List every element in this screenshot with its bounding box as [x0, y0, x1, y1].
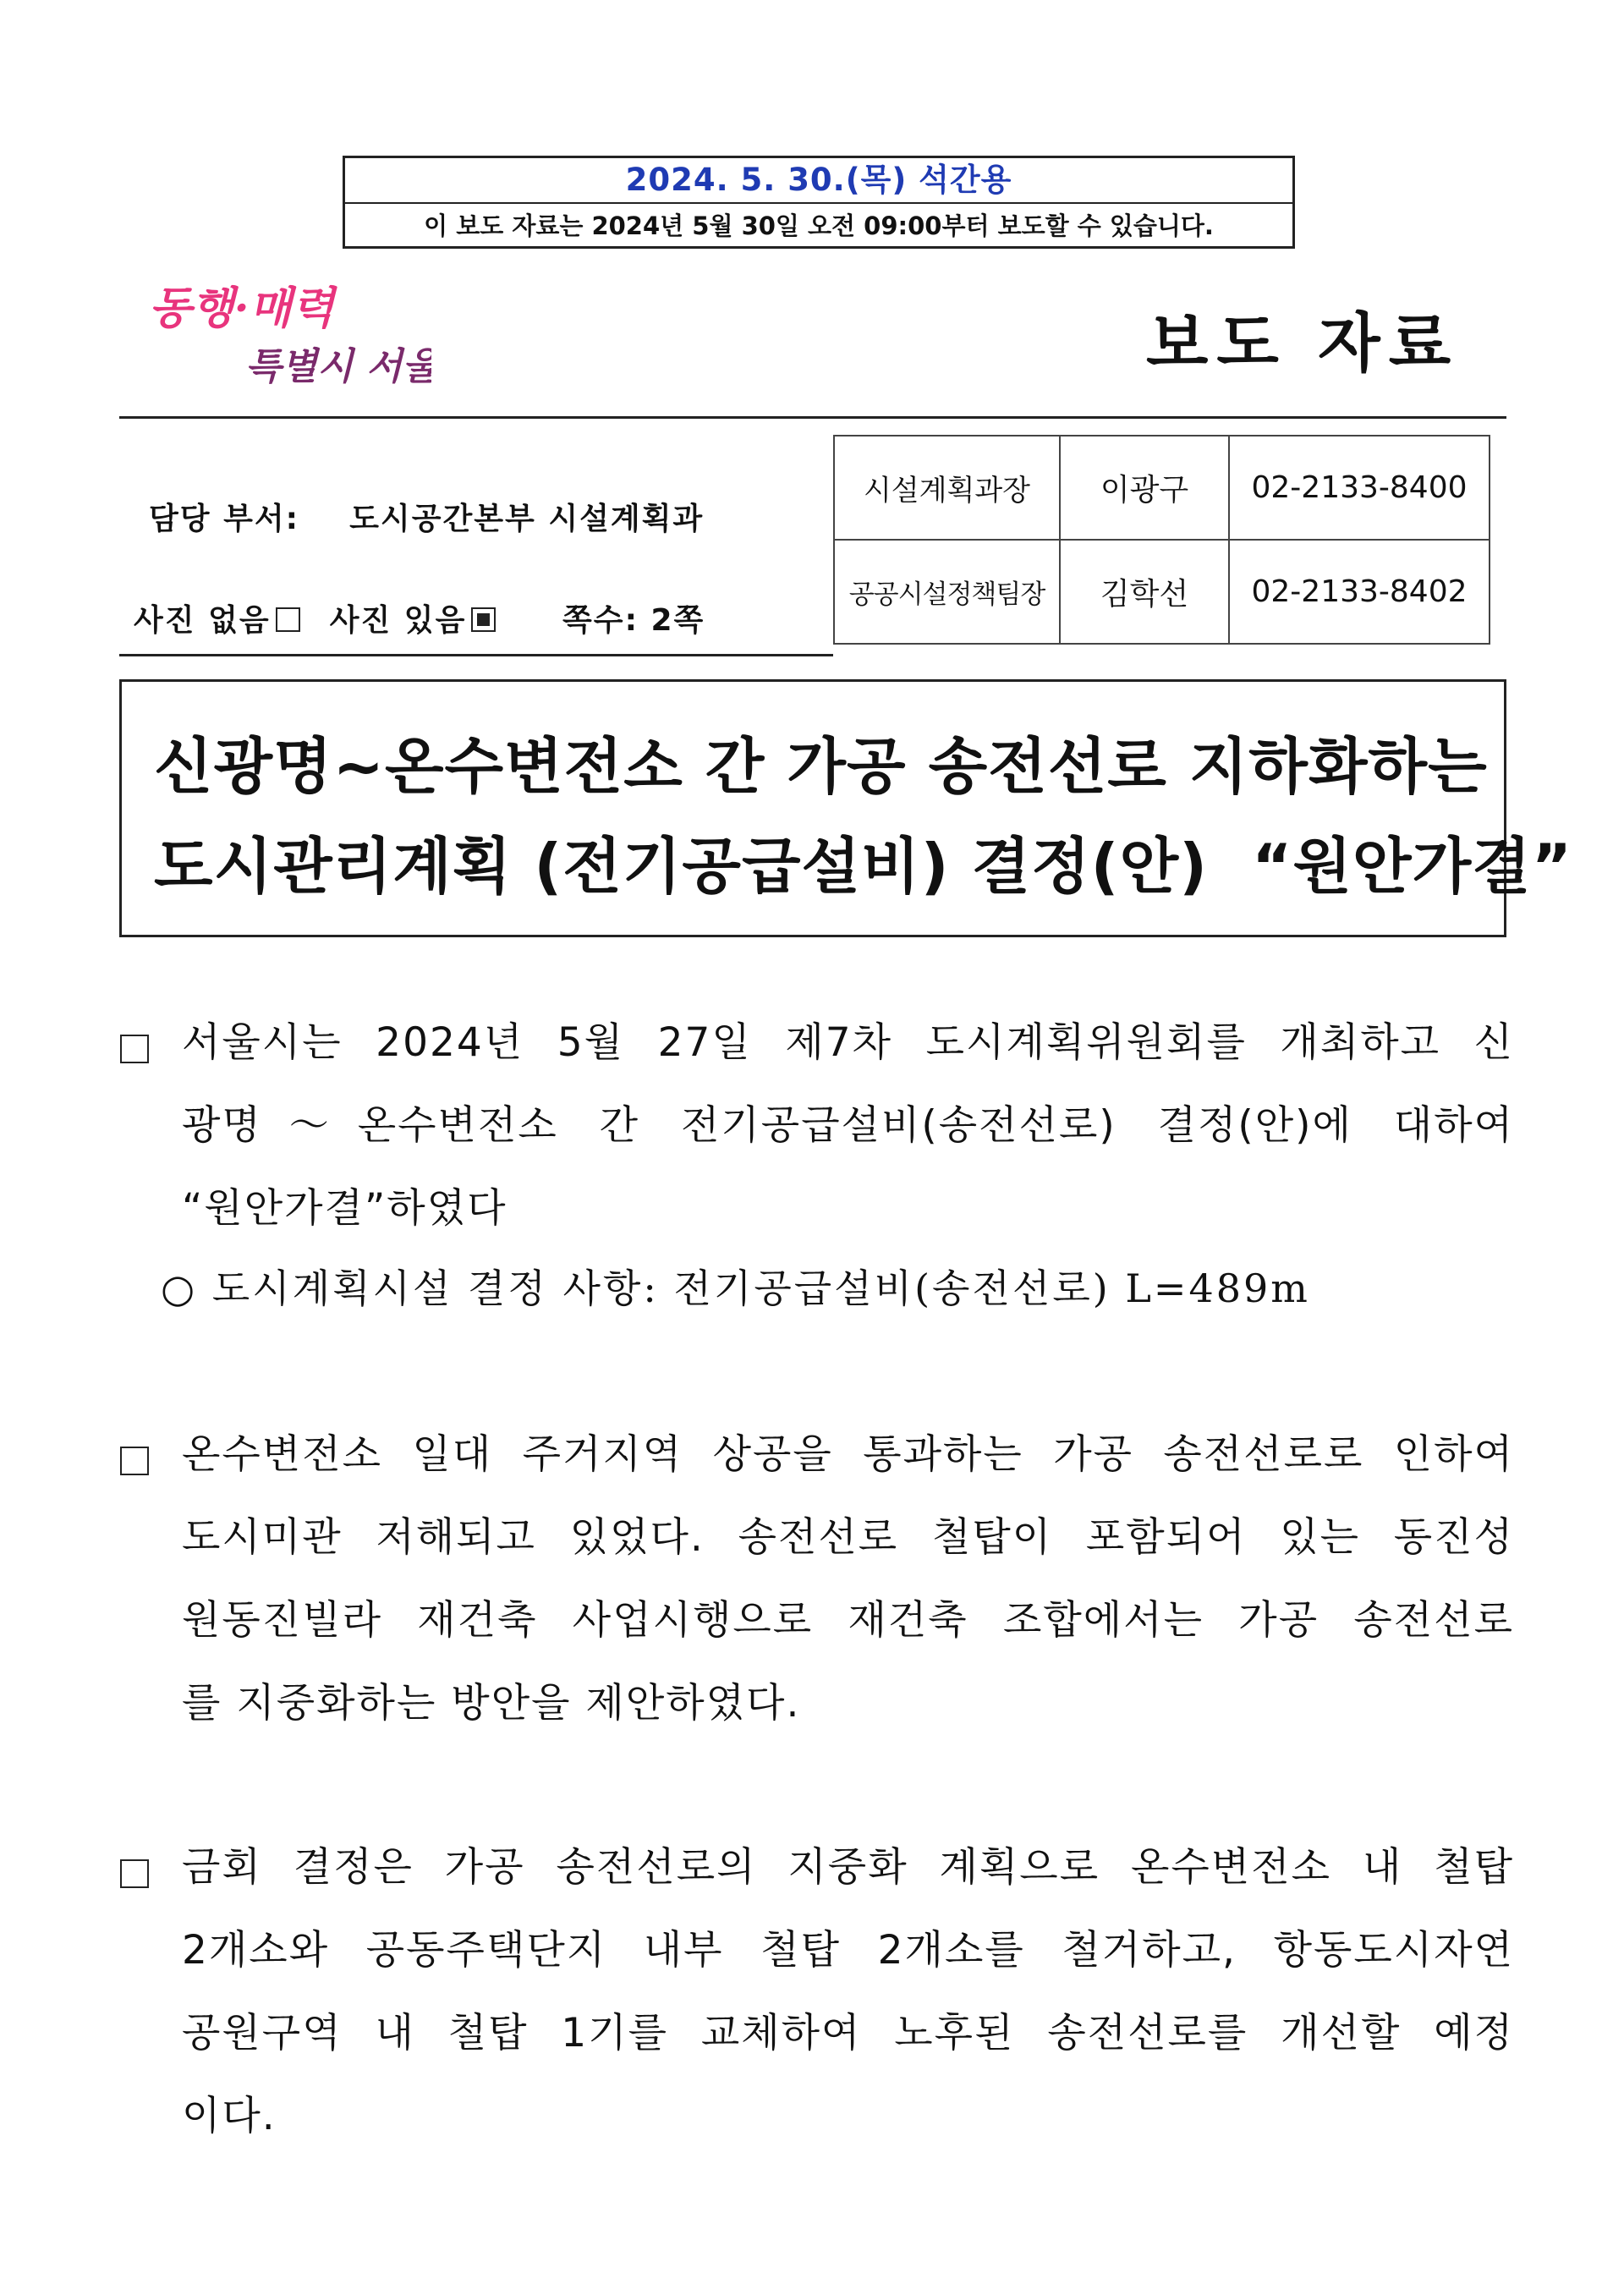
- photo-none-label: 사진 없음: [134, 603, 271, 638]
- checkbox-filled-icon: [471, 607, 496, 632]
- bullet-square-icon: [120, 1447, 149, 1475]
- paragraph-3: [118, 1836, 1514, 2174]
- contact-name: 이광구: [1060, 436, 1229, 540]
- contact-name: 김학선: [1060, 540, 1229, 644]
- contact-title: 시설계획과장: [834, 436, 1060, 540]
- paragraph-line: 원동진빌라 재건축 사업시행으로 재건축 조합에서는 가공 송전선로: [182, 1597, 1514, 1639]
- checkbox-empty-icon: [276, 607, 300, 632]
- paragraph-line: “원안가결”하였다: [182, 1185, 508, 1232]
- embargo-box: [343, 156, 1295, 249]
- contact-row: [834, 540, 1490, 644]
- paragraph-line: 온수변전소 일대 주거지역 상공을 통과하는 가공 송전선로로 인하여: [182, 1431, 1514, 1474]
- paragraph-line: 도시미관 저해되고 있었다. 송전선로 철탑이 포함되어 있는 동진성: [182, 1514, 1514, 1557]
- photo-line: [134, 596, 705, 640]
- embargo-date: 2024. 5. 30.(목) 석간용: [345, 158, 1292, 204]
- paragraph-1: [118, 1011, 1514, 1332]
- seoul-slogan-logo: [144, 271, 431, 398]
- headline-line1: 신광명~온수변전소 간 가공 송전선로 지하화하는: [154, 731, 1488, 802]
- top-divider: [119, 416, 1506, 419]
- sub-item: ○ 도시계획시설 결정 사항: 전기공급설비(송전선로) L=489m: [161, 1266, 1310, 1311]
- paragraph-line: 광명～온수변전소 간 전기공급설비(송전선로) 결정(안)에 대하여: [182, 1102, 1514, 1145]
- headline-box: [119, 679, 1573, 937]
- headline-line2: 도시관리계획 (전기공급설비) 결정(안) “원안가결”: [154, 831, 1573, 902]
- pages-label: 쪽수: 2쪽: [562, 603, 705, 638]
- department-line: [149, 495, 704, 538]
- section-divider: [119, 654, 833, 656]
- logo-line1: 동행·매력: [149, 283, 335, 334]
- paragraph-line: 공원구역 내 철탑 1기를 교체하여 노후된 송전선로를 개선할 예정: [182, 2010, 1514, 2052]
- contact-phone: 02-2133-8400: [1229, 436, 1490, 540]
- contact-title: 공공시설정책팀장: [834, 540, 1060, 644]
- embargo-notice: 이 보도 자료는 2024년 5월 30일 오전 09:00부터 보도할 수 있습니다.: [424, 211, 1214, 240]
- contact-row: [834, 436, 1490, 540]
- contact-phone: 02-2133-8402: [1229, 540, 1490, 644]
- photo-yes-label: 사진 있음: [329, 603, 467, 638]
- bullet-square-icon: [120, 1035, 149, 1063]
- paragraph-line: 이다.: [182, 2093, 277, 2139]
- department-label: 담당 부서:: [149, 502, 300, 536]
- press-release-title: 보도 자료: [1146, 305, 1460, 381]
- paragraph-2: [118, 1423, 1514, 1761]
- bullet-square-icon: [120, 1859, 149, 1888]
- logo-line2: 특별시 서울: [245, 345, 431, 388]
- paragraph-line: 2개소와 공동주택단지 내부 철탑 2개소를 철거하고, 항동도시자연: [182, 1927, 1514, 1969]
- paragraph-line: 를 지중화하는 방안을 제안하였다.: [182, 1680, 801, 1727]
- department-value: 도시공간본부 시설계획과: [349, 502, 705, 536]
- paragraph-line: 서울시는 2024년 5월 27일 제7차 도시계획위원회를 개최하고 신: [182, 1019, 1514, 1062]
- paragraph-line: 금회 결정은 가공 송전선로의 지중화 계획으로 온수변전소 내 철탑: [182, 1844, 1514, 1886]
- contacts-table: [833, 435, 1490, 645]
